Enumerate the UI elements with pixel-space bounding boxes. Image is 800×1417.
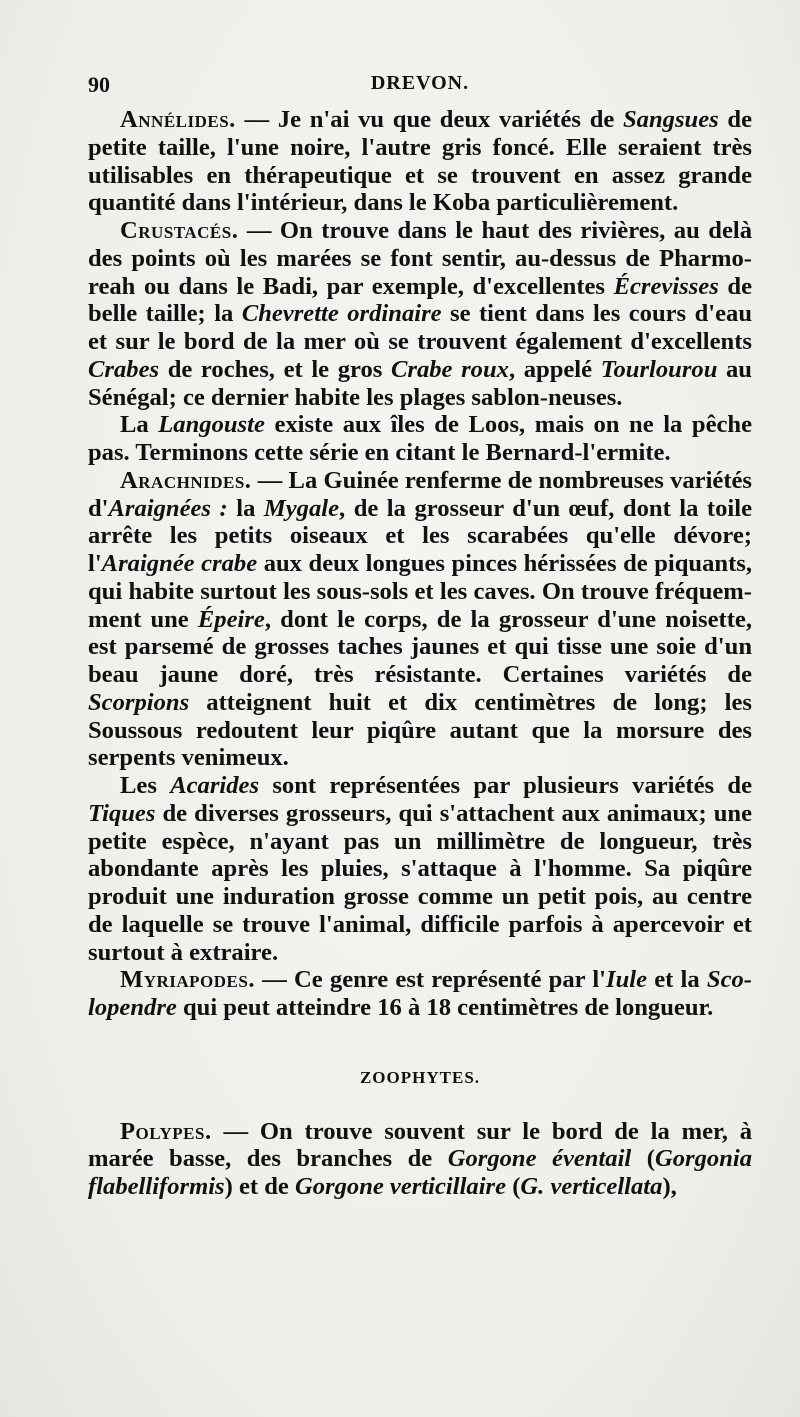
paragraph-arachnides	[88, 467, 752, 772]
italic-term: Tiques	[88, 799, 156, 827]
text-run: de belle taille; la	[88, 272, 752, 328]
italic-term: Araignée crabe	[101, 550, 258, 577]
section-label-arachnides: Arachnides.	[120, 466, 252, 494]
text-run: — La Guinée renferme de nombreuses variétés d'	[88, 466, 752, 522]
text-run: et la	[647, 966, 707, 994]
text-run: qui peut atteindre 16 à 18 centimètres de longueur.	[176, 994, 714, 1021]
paragraph-crustaces	[88, 217, 752, 411]
text-run: de petite taille, l'une noire, l'autre gris foncé. Elle seraient très utilisables en thérapeutique et se trouvent en assez grande quantité dans l'intérieur, dans le Koba particulièrement.	[88, 106, 752, 217]
italic-term: Iule	[606, 966, 648, 994]
italic-term: Écrevisses	[613, 272, 719, 300]
italic-term: Mygale	[263, 494, 340, 522]
text-run: , dont le corps, de la grosseur d'une noisette, est parsemé de grosses taches jaunes et qui tisse une soie d'un beau jaune doré, très résistante. Certaines variétés de	[88, 605, 752, 688]
section-label-annelides: Annélides.	[120, 106, 236, 133]
text-run: — Je n'ai vu que deux variétés de	[235, 106, 623, 133]
italic-term: Sco-lopendre	[88, 966, 752, 1021]
text-run: atteignent huit et dix centimètres de long; les Soussous redoutent leur piqûre autant que la morsure des serpents venimeux.	[88, 688, 752, 772]
page-number: 90	[88, 72, 110, 97]
paragraph-polypes	[88, 1118, 752, 1201]
italic-term: Épeire	[197, 605, 265, 633]
body-text	[88, 106, 752, 1201]
italic-term: Crabes	[88, 355, 160, 383]
text-run: la	[227, 494, 264, 522]
italic-term: G. verticellata	[520, 1173, 663, 1200]
running-head	[88, 72, 752, 104]
text-run: ),	[662, 1173, 677, 1200]
text-run: de diverses grosseurs, qui s'attachent aux animaux; une petite espèce, n'ayant pas un millimètre de longueur, très abondante après les pluies, s'attaque à l'homme. Sa piqûre produit une induration grosse comme un petit pois, au centre de laquelle se trouve l'animal, difficile parfois à apercevoir et surtout à extraire.	[88, 799, 752, 966]
italic-term: Gorgonia flabelliformis	[88, 1145, 753, 1200]
italic-term: Acarides	[170, 772, 260, 799]
text-run: aux deux longues pinces hérissées de piquants, qui habite surtout les sous-sols et les caves. On trouve fréquem-ment une	[88, 550, 752, 633]
text-run: se tient dans les cours d'eau et sur le bord de la mer où se trouvent également d'excellents	[88, 300, 752, 355]
text-run: — On trouve dans le haut des rivières, au delà des points où les marées se font sentir, au-dessus de Pharmo-reah ou dans le Badi, par exemple, d'excellentes	[88, 217, 752, 300]
text-run: sont représentées par plusieurs variétés de	[259, 772, 752, 799]
text-run: (	[506, 1173, 521, 1200]
text-run: de roches, et le gros	[159, 355, 391, 383]
italic-term: Langouste	[158, 411, 265, 439]
paragraph-langouste	[88, 411, 752, 467]
italic-term: Chevrette ordinaire	[241, 300, 442, 328]
italic-term: Gorgone verticillaire	[294, 1173, 507, 1200]
text-run: (	[631, 1145, 655, 1173]
paragraph-myriapodes	[88, 966, 752, 1022]
text-run: La	[120, 411, 159, 439]
text-run: existe aux îles de Loos, mais on ne la pêche pas. Terminons cette série en citant le Bernard-l'ermite.	[88, 411, 752, 466]
text-run: Les	[120, 772, 171, 799]
section-label-myriapodes: Myriapodes.	[120, 966, 255, 994]
italic-term: Araignées :	[108, 494, 228, 522]
italic-term: Tourlourou	[600, 355, 718, 383]
section-title-zoophytes: ZOOPHYTES.	[359, 1067, 481, 1087]
text-run: au Sénégal; ce dernier habite les plages sablon-neuses.	[88, 355, 752, 411]
page-header-title: DREVON.	[370, 72, 470, 94]
italic-term: Gorgone éventail	[447, 1145, 632, 1173]
paragraph-annelides	[88, 106, 752, 217]
text-run: , de la grosseur d'un œuf, dont la toile arrête les petits oiseaux et les scarabées qu'elle dévore; l'	[88, 494, 752, 577]
italic-term: Scorpions	[88, 688, 190, 716]
section-label-crustaces: Crustacés.	[120, 217, 239, 244]
text-run: , appelé	[508, 355, 601, 383]
paragraph-acarides	[88, 772, 752, 966]
italic-term: Sangsues	[623, 106, 719, 133]
text-run: ) et de	[224, 1173, 295, 1200]
text-run: — Ce genre est représenté par l'	[255, 966, 607, 994]
text-run: — On trouve souvent sur le bord de la mer, à marée basse, des branches de	[88, 1117, 752, 1173]
italic-term: Crabe roux	[390, 355, 509, 383]
section-label-polypes: Polypes.	[120, 1117, 212, 1145]
